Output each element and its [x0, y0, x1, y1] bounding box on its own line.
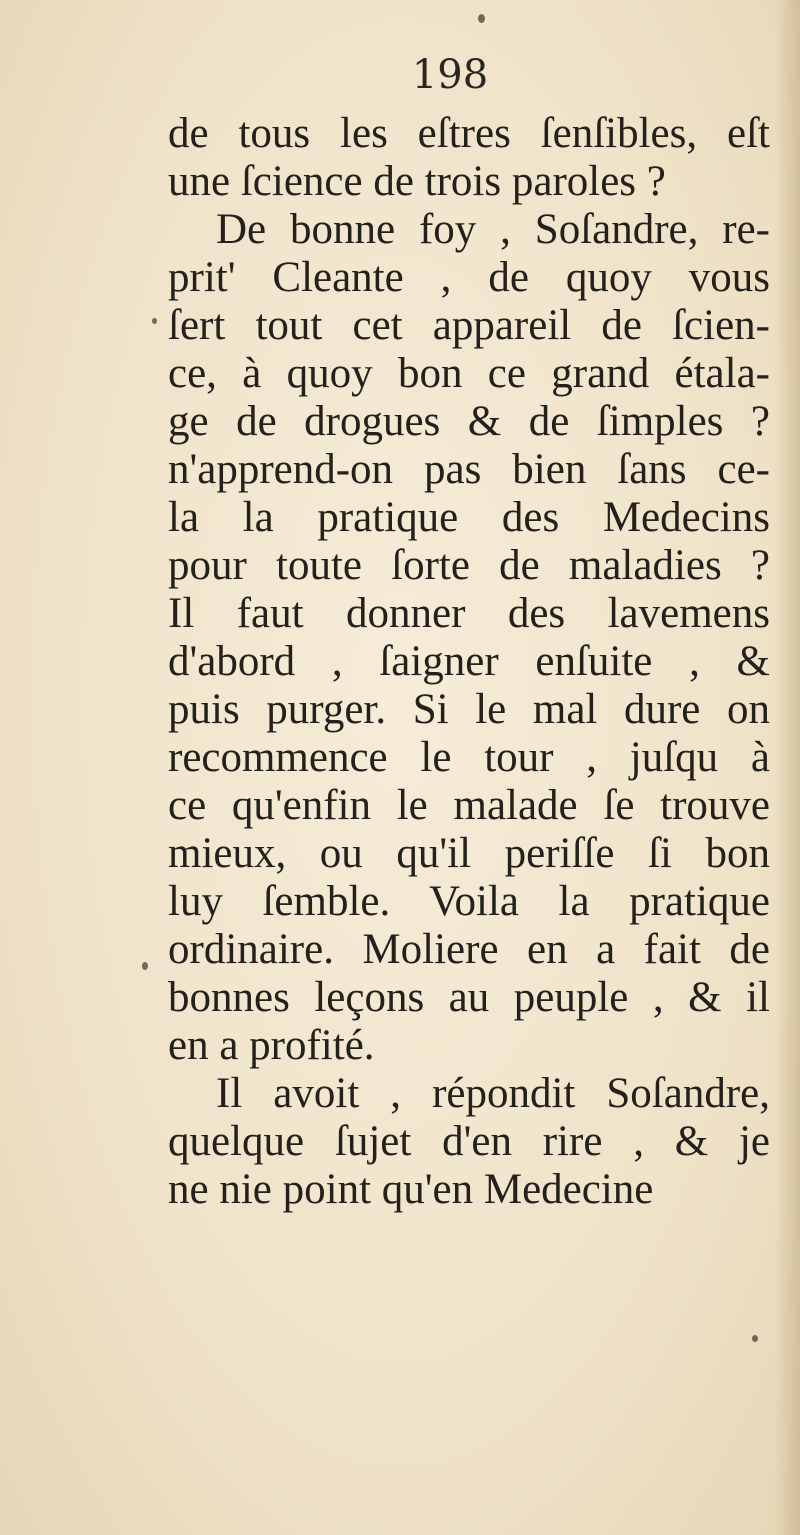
ink-spot [152, 318, 157, 324]
text-line: ſert tout cet appareil de ſcien- [168, 302, 770, 349]
page-number: 198 [411, 52, 489, 98]
text-line: puis purger. Si le mal dure on [168, 686, 770, 733]
ink-spot [478, 14, 485, 23]
text-line: d'abord , ſaigner enſuite , & [168, 638, 770, 685]
text-line: Il avoit , répondit Soſandre, [216, 1070, 770, 1117]
page-gutter-shadow [774, 0, 800, 1535]
text-line: luy ſemble. Voila la pratique [168, 878, 770, 925]
text-line: une ſcience de trois paroles ? [168, 158, 666, 205]
text-line: la la pratique des Medecins [168, 494, 770, 541]
text-line: quelque ſujet d'en rire , & je [168, 1118, 770, 1165]
text-line: pour toute ſorte de maladies ? [168, 542, 770, 589]
text-line: recommence le tour , juſqu à [168, 734, 770, 781]
text-line: ordinaire. Moliere en a fait de [168, 926, 770, 973]
text-line: ce, à quoy bon ce grand étala- [168, 350, 770, 397]
text-line: ge de drogues & de ſimples ? [168, 398, 770, 445]
text-line: De bonne foy , Soſandre, re- [216, 206, 770, 253]
text-line: n'apprend-on pas bien ſans ce- [168, 446, 770, 493]
ink-spot [142, 962, 148, 970]
text-line: ce qu'enfin le malade ſe trouve [168, 782, 770, 829]
text-line: mieux, ou qu'il periſſe ſi bon [168, 830, 770, 877]
ink-spot [752, 1335, 758, 1342]
text-line: bonnes leçons au peuple , & il [168, 974, 770, 1021]
text-line: prit' Cleante , de quoy vous [168, 254, 770, 301]
text-line: Il faut donner des lavemens [168, 590, 770, 637]
text-line: de tous les eſtres ſenſibles, eſt [168, 110, 770, 157]
text-line: en a profité. [168, 1022, 375, 1069]
text-line: ne nie point qu'en Medecine [168, 1166, 654, 1213]
